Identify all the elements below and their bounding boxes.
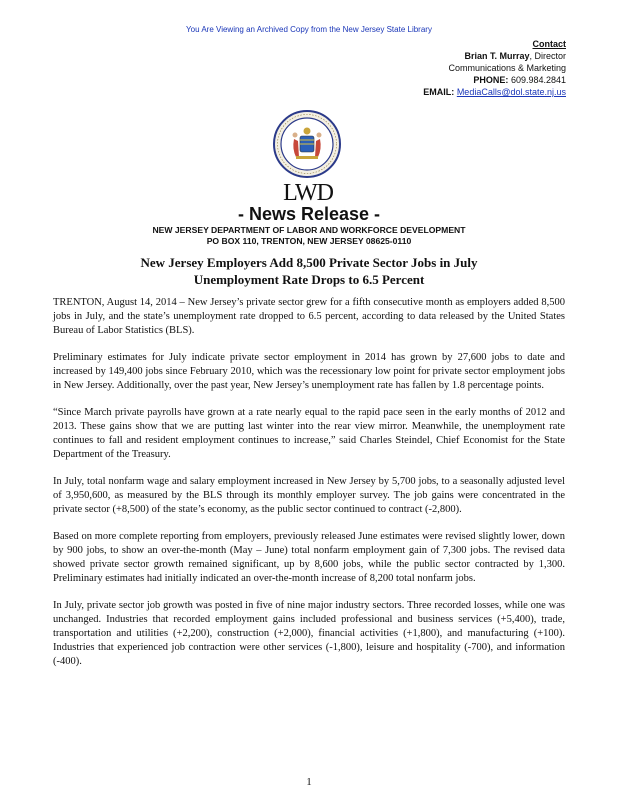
headline-line-2: Unemployment Rate Drops to 6.5 Percent [193,272,425,287]
news-release-title: - News Release - [237,204,381,224]
lwd-logo-text: LWD [283,180,333,205]
contact-name: Brian T. Murray [464,51,530,61]
department-name: NEW JERSEY DEPARTMENT OF LABOR AND WORKFORCE DEVELOPMENT [152,225,466,235]
contact-title: , Director [529,51,566,61]
department-address: PO BOX 110, TRENTON, NEW JERSEY 08625-0110 [206,236,412,246]
phone-label: PHONE: [473,75,509,85]
body-paragraph: Preliminary estimates for July indicate private sector employment in 2014 has grown by 27,600 jobs to date and increased by 149,400 jobs since February 2010, which was the recessionary low point for private sector employment jobs in New Jersey. Additionally, over the past year, New Jersey’s unemployment rate has fallen by 1.8 percentage points. [53,352,565,391]
body-paragraph: Based on more complete reporting from employers, previously released June estimates were revised slightly lower, down by 900 jobs, to show an over-the-month (May – June) total nonfarm employment gain of 7,300 jobs. The revised data showed private sector growth remained significant, up by 8,600 jobs, while the public sector contracted by 1,300. Preliminary estimates had initially indicated an over-the-month increase of 8,200 total nonfarm jobs. [53,531,565,584]
contact-email-line [423,86,566,98]
contact-heading: Contact [532,39,566,49]
phone-number: 609.984.2841 [508,75,566,85]
contact-name-line [423,50,566,62]
department-block [0,225,618,247]
state-seal-icon [272,109,342,179]
body-paragraph: “Since March private payrolls have grown at a rate nearly equal to the rapid pace seen in the early months of 2012 and 2013. These gains show that we are putting last winter into the rear view mirror. Meanwhile, the unemployment rate continues to fall and resident employment continues to increase,” said Charles Steindel, Chief Economist for the State Department of the Treasury. [53,407,565,460]
contact-block [423,38,566,98]
headline-line-1: New Jersey Employers Add 8,500 Private Sector Jobs in July [140,255,478,270]
email-link[interactable]: MediaCalls@dol.state.nj.us [456,87,566,97]
contact-phone-line [423,74,566,86]
release-body [53,296,565,682]
email-label: EMAIL: [423,87,455,97]
contact-role: Communications & Marketing [448,63,566,73]
body-paragraph: In July, total nonfarm wage and salary employment increased in New Jersey by 5,700 jobs, to a seasonally adjusted level of 3,950,600, as measured by the BLS through its monthly employer survey. The job gains were concentrated in the private sector (+8,500) of the state’s economy, as the public sector continued to contract (-2,800). [53,476,565,515]
body-paragraph: TRENTON, August 14, 2014 – New Jersey’s private sector grew for a fifth consecutive month as employers added 8,500 jobs in July, and the state’s unemployment rate dropped to 6.5 percent, according to data released by the United States Bureau of Labor Statistics (BLS). [53,297,565,336]
lwd-logo [270,177,346,205]
archive-banner: You Are Viewing an Archived Copy from the New Jersey State Library [186,25,432,34]
page-number: 1 [306,776,312,788]
press-headline [0,254,618,288]
body-paragraph: In July, private sector job growth was posted in five of nine major industry sectors. Three recorded losses, while one was unchanged. Industries that recorded employment gains included professional and business services (+5,400), trade, transportation and utilities (+2,200), construction (+2,000), financial activities (+1,800), and manufacturing (+100). Industries that experienced job contraction were other services (-1,800), leisure and hospitality (-700), and information (-400). [53,600,565,667]
